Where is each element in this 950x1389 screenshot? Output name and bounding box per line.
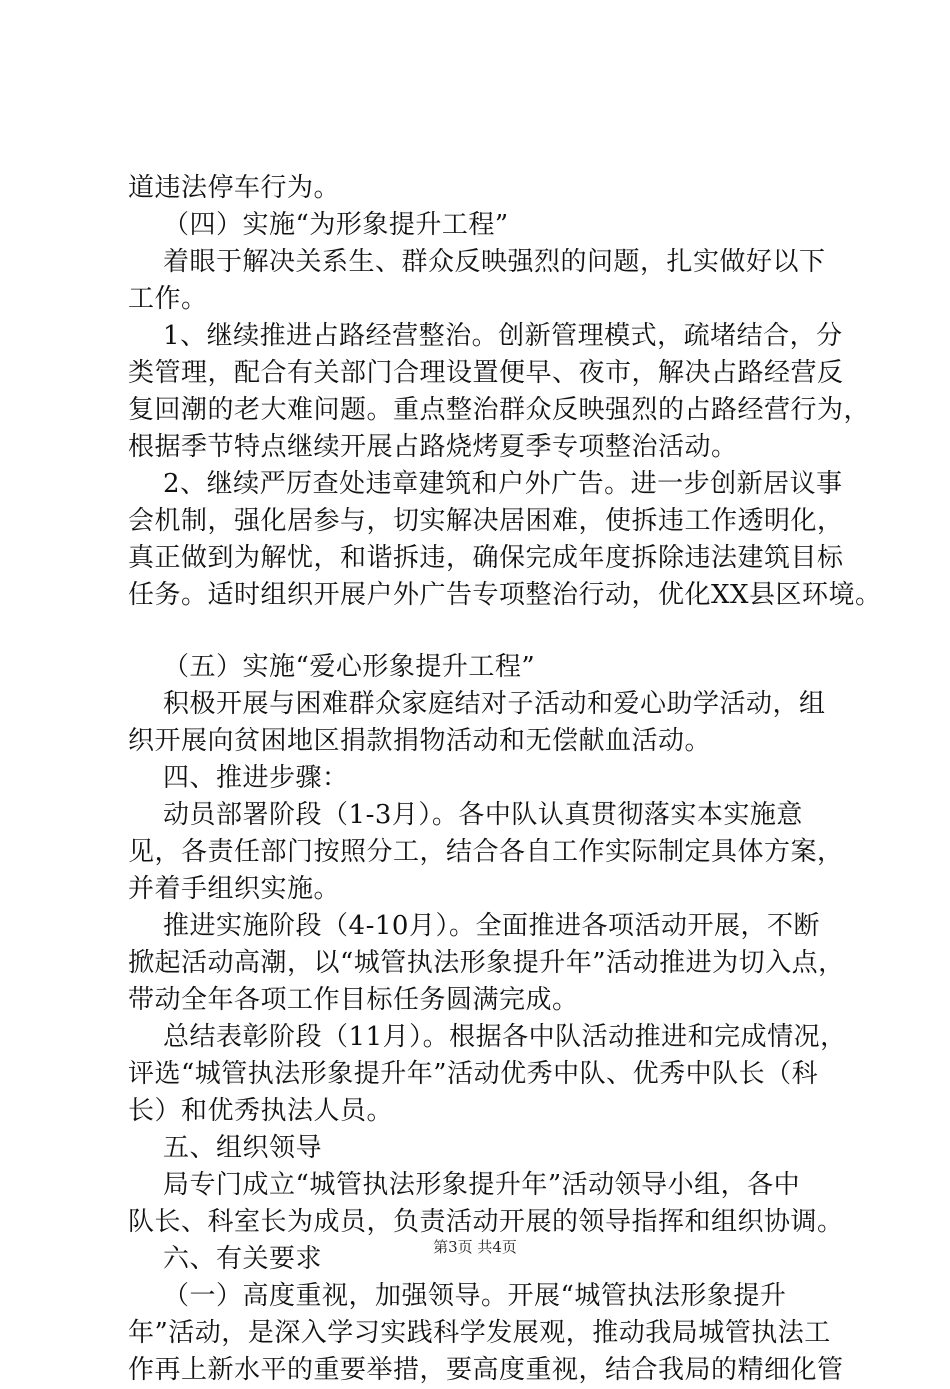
text-line: 见，各责任部门按照分工，结合各自工作实际制定具体方案， xyxy=(128,837,844,867)
text-line: 推进实施阶段（4-10月）。全面推进各项活动开展，不断 xyxy=(128,911,820,941)
document-body xyxy=(128,170,882,1389)
text-line: 织开展向贫困地区捐款捐物活动和无偿献血活动。 xyxy=(128,726,712,756)
text-line: 1、继续推进占路经营整治。创新管理模式，疏堵结合，分 xyxy=(128,321,843,351)
text-line: 带动全年各项工作目标任务圆满完成。 xyxy=(128,985,579,1015)
text-line: 并着手组织实施。 xyxy=(128,874,341,904)
text-line: 根据季节特点继续开展占路烧烤夏季专项整治活动。 xyxy=(128,432,738,462)
text-line: （一）高度重视，加强领导。开展“城管执法形象提升 xyxy=(128,1281,787,1311)
page-number-footer: 第3页 共4页 xyxy=(433,1238,517,1256)
text-line: 积极开展与困难群众家庭结对子活动和爱心助学活动，组 xyxy=(128,689,826,719)
text-line: 道违法停车行为。 xyxy=(128,173,341,203)
section-heading: （五）实施“爱心形象提升工程” xyxy=(128,652,536,682)
text-line: 局专门成立“城管执法形象提升年”活动领导小组，各中 xyxy=(128,1170,801,1200)
text-line: 真正做到为解忧，和谐拆违，确保完成年度拆除违法建筑目标 xyxy=(128,543,844,573)
text-line: 长）和优秀执法人员。 xyxy=(128,1096,394,1126)
text-line: 作再上新水平的重要举措，要高度重视，结合我局的精细化管 xyxy=(128,1355,844,1385)
text-line: 2、继续严厉查处违章建筑和户外广告。进一步创新居议事 xyxy=(128,469,843,499)
section-heading: 五、组织领导 xyxy=(128,1133,323,1163)
text-line: 会机制，强化居参与，切实解决居困难，使拆违工作透明化， xyxy=(128,506,844,536)
text-line: 队长、科室长为成员，负责活动开展的领导指挥和组织协调。 xyxy=(128,1207,844,1237)
text-line: 任务。适时组织开展户外广告专项整治行动，优化XX县区环境。 xyxy=(128,580,882,610)
text-line: 评选“城管执法形象提升年”活动优秀中队、优秀中队长（科 xyxy=(128,1059,819,1089)
blank-line xyxy=(128,614,838,649)
section-heading: 四、推进步骤： xyxy=(128,763,349,793)
text-line: 复回潮的老大难问题。重点整治群众反映强烈的占路经营行为， xyxy=(128,395,871,425)
text-line: 着眼于解决关系生、群众反映强烈的问题，扎实做好以下 xyxy=(128,247,826,277)
text-line: 年”活动，是深入学习实践科学发展观，推动我局城管执法工 xyxy=(128,1318,831,1348)
text-line: 掀起活动高潮，以“城管执法形象提升年”活动推进为切入点， xyxy=(128,948,845,978)
text-line: 工作。 xyxy=(128,284,208,314)
text-line: 类管理，配合有关部门合理设置便早、夜市，解决占路经营反 xyxy=(128,358,844,388)
text-line: 动员部署阶段（1-3月）。各中队认真贯彻落实本实施意 xyxy=(128,800,803,830)
section-heading: （四）实施“为形象提升工程” xyxy=(128,210,509,240)
section-heading: 六、有关要求 xyxy=(128,1244,323,1274)
text-line: 总结表彰阶段（11月）。根据各中队活动推进和完成情况， xyxy=(128,1022,847,1052)
